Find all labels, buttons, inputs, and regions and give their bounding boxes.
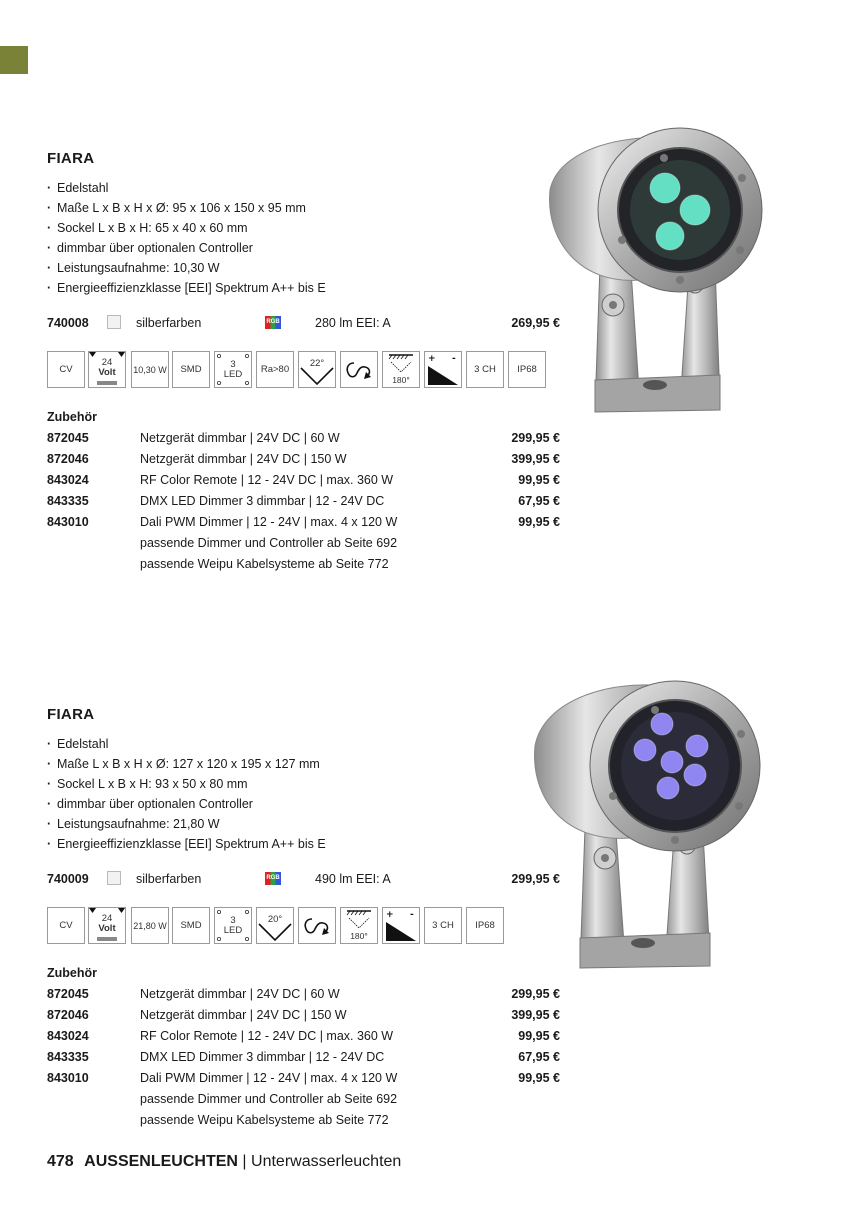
product-title: FIARA — [47, 706, 95, 723]
product-title: FIARA — [47, 150, 95, 167]
led-light — [634, 739, 656, 761]
price: 269,95 € — [511, 316, 560, 330]
accessory-code[interactable]: 872045 — [47, 987, 89, 1001]
led-number: 3 — [230, 914, 236, 926]
accessory-code[interactable]: 843010 — [47, 515, 89, 529]
accessory-code[interactable]: 843024 — [47, 473, 89, 487]
accessory-price: 99,95 € — [518, 1071, 560, 1085]
section-title: AUSSENLEUCHTEN — [84, 1153, 238, 1170]
page-number: 478 — [47, 1153, 74, 1170]
accessory-code[interactable]: 872046 — [47, 1008, 89, 1022]
accessory-description: Netzgerät dimmbar | 24V DC | 150 W — [140, 1008, 347, 1022]
accessory-row — [0, 1047, 850, 1068]
rgb-icon: RGB — [265, 316, 281, 329]
finish-swatch — [107, 315, 121, 329]
feature-item: · Leistungsaufnahme: 21,80 W — [47, 814, 326, 834]
product-image — [525, 628, 770, 970]
article-number[interactable]: 740008 — [47, 316, 89, 330]
volt-unit: Volt — [98, 922, 116, 934]
led-unit: LED — [223, 368, 243, 380]
finish-label: silberfarben — [136, 872, 202, 886]
accessory-row — [0, 449, 850, 470]
accessory-row — [0, 1005, 850, 1026]
accessory-code[interactable]: 843335 — [47, 494, 89, 508]
volt-icon — [88, 351, 126, 388]
feature-item: · Energieeffizienzklasse [EEI] Spektrum A++ bis E — [47, 278, 326, 298]
beam-angle-value: 20° — [267, 913, 283, 925]
accessory-row — [0, 512, 850, 533]
page-reference-note: passende Dimmer und Controller ab Seite 692 — [140, 536, 398, 550]
feature-list — [47, 734, 326, 854]
wattage-icon: 10,30 W — [131, 351, 169, 388]
feature-item: · Sockel L x B x H: 65 x 40 x 60 mm — [47, 218, 326, 238]
tilt-value: 180° — [392, 374, 410, 385]
accessory-code[interactable]: 843024 — [47, 1029, 89, 1043]
page-reference-note: passende Weipu Kabelsysteme ab Seite 772 — [140, 1113, 389, 1127]
accessory-row — [0, 984, 850, 1005]
volt-unit: Volt — [98, 366, 116, 378]
feature-item: · Energieeffizienzklasse [EEI] Spektrum A++ bis E — [47, 834, 326, 854]
led-light — [684, 764, 706, 786]
svg-text:-: - — [410, 910, 414, 920]
channels-icon: 3 CH — [466, 351, 504, 388]
cri-icon: Ra>80 — [256, 351, 294, 388]
page-footer — [47, 1153, 401, 1171]
feature-item: · Maße L x B x H x Ø: 127 x 120 x 195 x 127 mm — [47, 754, 326, 774]
lumen-eei: 490 lm EEI: A — [315, 872, 391, 886]
volt-icon — [88, 907, 126, 944]
cv-icon: CV — [47, 351, 85, 388]
accessory-price: 299,95 € — [511, 431, 560, 445]
accessory-code[interactable]: 872045 — [47, 431, 89, 445]
accessory-row — [0, 491, 850, 512]
channels-icon: 3 CH — [424, 907, 462, 944]
article-number[interactable]: 740009 — [47, 872, 89, 886]
accessory-code[interactable]: 843335 — [47, 1050, 89, 1064]
volt-number: 24 — [101, 356, 113, 368]
accessory-price: 99,95 € — [518, 473, 560, 487]
accessories-heading: Zubehör — [47, 410, 97, 424]
feature-item: · Sockel L x B x H: 93 x 50 x 80 mm — [47, 774, 326, 794]
footer-separator: | — [242, 1153, 247, 1170]
rgb-icon: RGB — [265, 872, 281, 885]
ip-rating-icon: IP68 — [508, 351, 546, 388]
lumen-eei: 280 lm EEI: A — [315, 316, 391, 330]
accessory-description: Netzgerät dimmbar | 24V DC | 60 W — [140, 431, 340, 445]
accessory-description: Netzgerät dimmbar | 24V DC | 60 W — [140, 987, 340, 1001]
accessory-row — [0, 428, 850, 449]
accessory-description: Dali PWM Dimmer | 12 - 24V | max. 4 x 120 W — [140, 1071, 398, 1085]
accessories-heading: Zubehör — [47, 966, 97, 980]
accessory-description: RF Color Remote | 12 - 24V DC | max. 360 W — [140, 1029, 394, 1043]
led-light — [650, 173, 680, 203]
tilt-value: 180° — [350, 930, 368, 941]
accessory-price: 399,95 € — [511, 452, 560, 466]
accessory-description: Dali PWM Dimmer | 12 - 24V | max. 4 x 120 W — [140, 515, 398, 529]
ip-rating-icon: IP68 — [466, 907, 504, 944]
dimmable-icon — [382, 907, 420, 944]
page-reference-note: passende Weipu Kabelsysteme ab Seite 772 — [140, 557, 389, 571]
led-light — [661, 751, 683, 773]
led-light — [657, 777, 679, 799]
svg-text:-: - — [452, 354, 456, 364]
accessory-price: 67,95 € — [518, 494, 560, 508]
volt-number: 24 — [101, 912, 113, 924]
accessory-description: Netzgerät dimmbar | 24V DC | 150 W — [140, 452, 347, 466]
accessory-price: 99,95 € — [518, 515, 560, 529]
subsection-title: Unterwasserleuchten — [251, 1153, 402, 1170]
accessory-row — [0, 1026, 850, 1047]
feature-item: · Edelstahl — [47, 178, 326, 198]
accessory-price: 299,95 € — [511, 987, 560, 1001]
feature-item: · dimmbar über optionalen Controller — [47, 238, 326, 258]
led-light — [680, 195, 710, 225]
svg-text:+: + — [428, 354, 436, 364]
feature-item: · Leistungsaufnahme: 10,30 W — [47, 258, 326, 278]
led-light — [656, 222, 684, 250]
led-light — [651, 713, 673, 735]
page-reference-note: passende Dimmer und Controller ab Seite 692 — [140, 1092, 398, 1106]
tilt-icon — [340, 907, 378, 944]
feature-item: · dimmbar über optionalen Controller — [47, 794, 326, 814]
smd-icon: SMD — [172, 907, 210, 944]
accessory-price: 67,95 € — [518, 1050, 560, 1064]
dimmable-icon — [424, 351, 462, 388]
led-light — [686, 735, 708, 757]
accessory-row — [0, 1068, 850, 1089]
cv-icon: CV — [47, 907, 85, 944]
accessory-code[interactable]: 872046 — [47, 452, 89, 466]
svg-text:+: + — [386, 910, 394, 920]
product-image — [530, 80, 770, 415]
beam-angle-icon — [298, 351, 336, 388]
accessory-price: 99,95 € — [518, 1029, 560, 1043]
led-count-icon — [214, 907, 252, 944]
beam-angle-value: 22° — [309, 357, 325, 369]
accessory-code[interactable]: 843010 — [47, 1071, 89, 1085]
accessory-price: 399,95 € — [511, 1008, 560, 1022]
rotate-icon — [340, 351, 378, 388]
feature-item: · Maße L x B x H x Ø: 95 x 106 x 150 x 95 mm — [47, 198, 326, 218]
feature-item: · Edelstahl — [47, 734, 326, 754]
accessory-description: DMX LED Dimmer 3 dimmbar | 12 - 24V DC — [140, 1050, 385, 1064]
rotate-icon — [298, 907, 336, 944]
led-count-icon — [214, 351, 252, 388]
feature-list — [47, 178, 326, 298]
accessory-description: DMX LED Dimmer 3 dimmbar | 12 - 24V DC — [140, 494, 385, 508]
beam-angle-icon — [256, 907, 294, 944]
finish-swatch — [107, 871, 121, 885]
finish-label: silberfarben — [136, 316, 202, 330]
led-unit: LED — [223, 924, 243, 936]
chapter-tab — [0, 46, 28, 74]
price: 299,95 € — [511, 872, 560, 886]
led-number: 3 — [230, 358, 236, 370]
tilt-icon — [382, 351, 420, 388]
smd-icon: SMD — [172, 351, 210, 388]
wattage-icon: 21,80 W — [131, 907, 169, 944]
accessory-row — [0, 470, 850, 491]
accessory-description: RF Color Remote | 12 - 24V DC | max. 360 W — [140, 473, 394, 487]
